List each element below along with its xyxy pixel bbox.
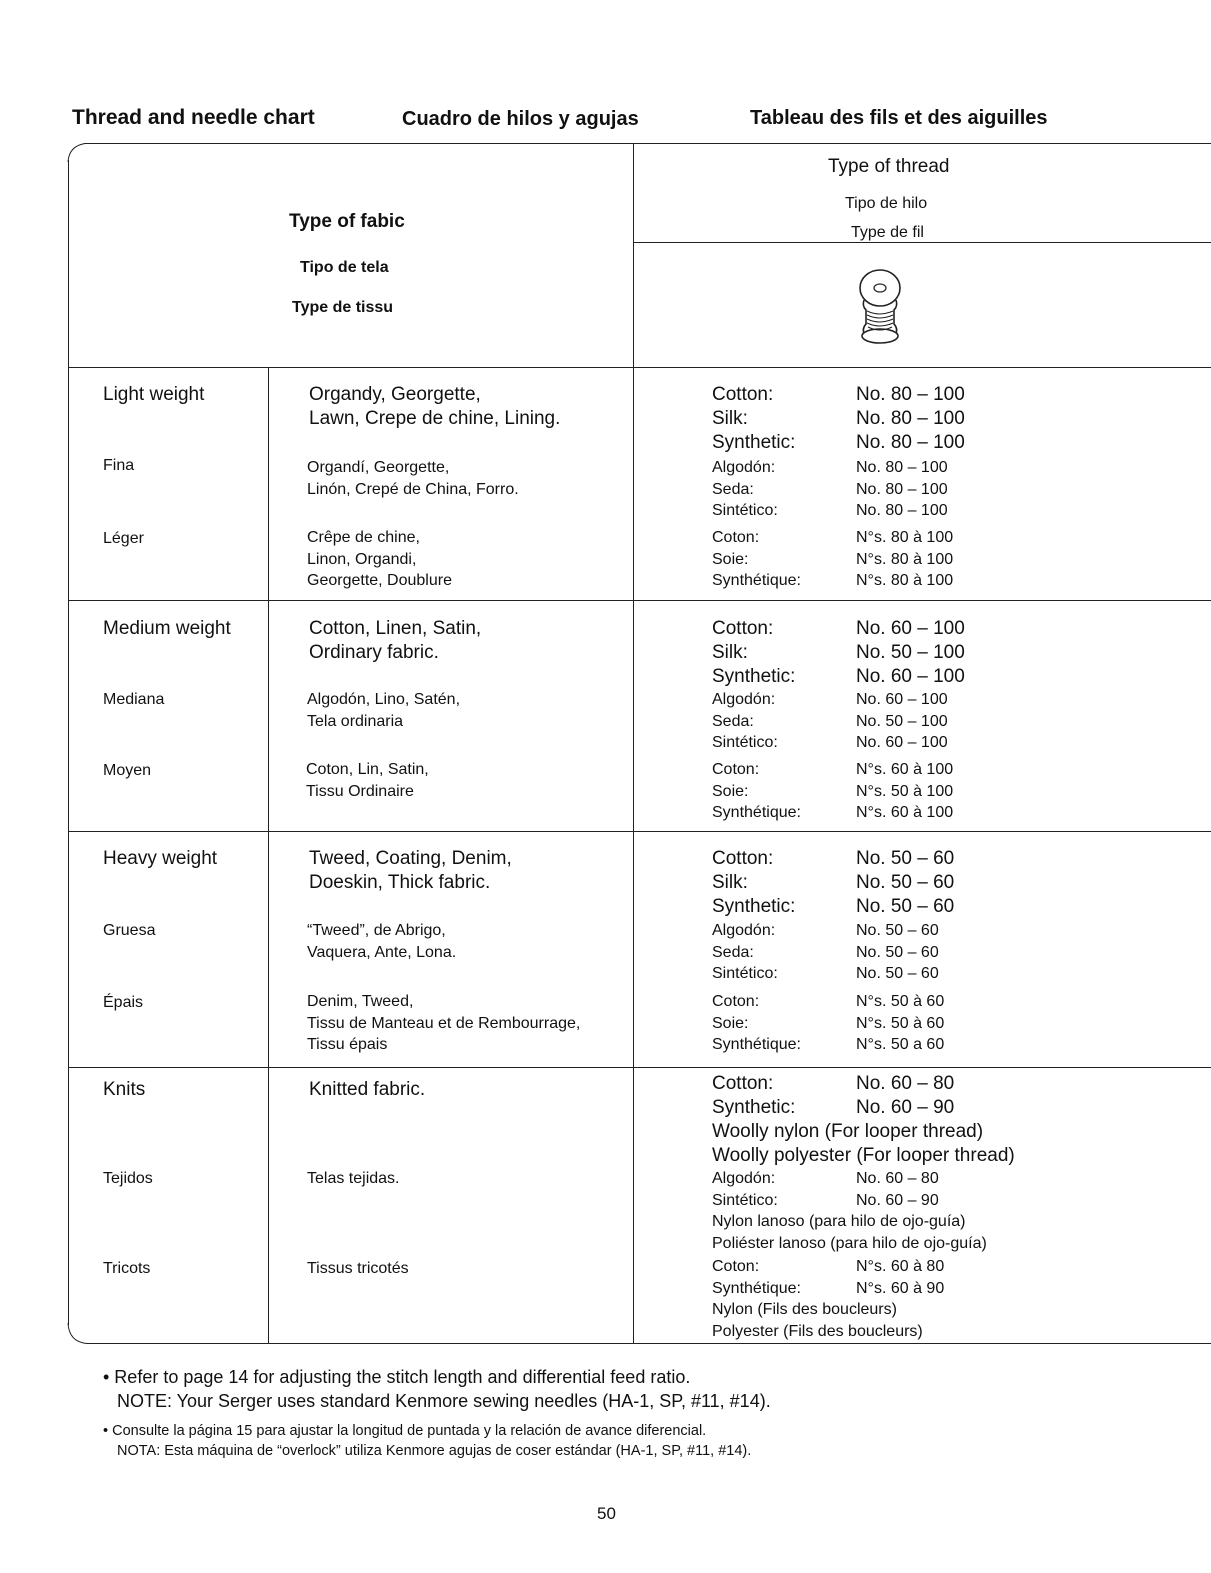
threads-es: Algodón: No. 60 – 80 Sintético: No. 60 – 90 Nylon lanoso (para hilo de ojo-guía) Poliéster lanoso (para hilo de ojo-guía) — [712, 1170, 987, 1252]
threads-fr: Coton: N°s. 80 à 100 Soie: N°s. 80 à 100 Synthétique: N°s. 80 à 100 — [712, 529, 954, 589]
fabric-header-en: Type of fabic — [289, 211, 405, 232]
weight-es: Fina — [103, 457, 135, 474]
threads-es: Algodón: No. 80 – 100 Seda: No. 80 – 100 Sintético: No. 80 – 100 — [712, 459, 948, 519]
weight-es: Mediana — [103, 691, 165, 708]
heading-french: Tableau des fils et des aiguilles — [750, 107, 1048, 129]
heading-english: Thread and needle chart — [72, 106, 315, 129]
top-left-corner — [66, 143, 86, 163]
fabrics-es: “Tweed”, de Abrigo, Vaquera, Ante, Lona. — [307, 922, 457, 961]
fabrics-fr: Tissus tricotés — [307, 1260, 409, 1277]
threads-es: Algodón: No. 60 – 100 Seda: No. 50 – 100 Sintético: No. 60 – 100 — [712, 691, 948, 751]
threads-fr: Coton: N°s. 50 à 60 Soie: N°s. 50 à 60 Synthétique: N°s. 50 a 60 — [712, 993, 945, 1053]
threads-en: Cotton: No. 50 – 60 Silk: No. 50 – 60 Synthetic: No. 50 – 60 — [712, 848, 955, 917]
weight-fr: Léger — [103, 530, 144, 547]
threads-en: Cotton: No. 60 – 100 Silk: No. 50 – 100 Synthetic: No. 60 – 100 — [712, 618, 965, 687]
threads-fr: Coton: N°s. 60 à 100 Soie: N°s. 50 à 100 Synthétique: N°s. 60 à 100 — [712, 761, 954, 821]
weight-en: Knits — [103, 1079, 146, 1100]
thread-header-fr: Type de fil — [851, 224, 924, 241]
weight-en: Heavy weight — [103, 848, 218, 869]
fabrics-fr: Denim, Tweed, Tissu de Manteau et de Rembourrage, Tissu épais — [307, 993, 581, 1053]
fabrics-en: Organdy, Georgette, Lawn, Crepe de chine, Lining. — [309, 384, 561, 429]
weight-es: Gruesa — [103, 922, 156, 939]
fabrics-en: Tweed, Coating, Denim, Doeskin, Thick fabric. — [309, 848, 512, 893]
weight-fr: Moyen — [103, 762, 152, 779]
weight-es: Tejidos — [103, 1170, 153, 1187]
note-es-needles: NOTA: Esta máquina de “overlock” utiliza Kenmore agujas de coser estándar (HA-1, SP, #11, #14). — [117, 1443, 752, 1459]
heading-spanish: Cuadro de hilos y agujas — [402, 108, 639, 130]
fabric-header-fr: Type de tissu — [292, 299, 394, 316]
thread-spool-icon — [854, 264, 906, 344]
note-en-needles: NOTE: Your Serger uses standard Kenmore sewing needles (HA-1, SP, #11, #14). — [117, 1391, 771, 1411]
threads-es: Algodón: No. 50 – 60 Seda: No. 50 – 60 Sintético: No. 50 – 60 — [712, 922, 939, 982]
threads-en: Cotton: No. 80 – 100 Silk: No. 80 – 100 Synthetic: No. 80 – 100 — [712, 384, 965, 453]
note-es-bullet: • Consulte la página 15 para ajustar la longitud de puntada y la relación de avance diferencial. — [103, 1423, 707, 1439]
fabrics-es: Organdí, Georgette, Linón, Crepé de China, Forro. — [307, 459, 519, 498]
thread-header-en: Type of thread — [828, 156, 950, 177]
threads-fr: Coton: N°s. 60 à 80 Synthétique: N°s. 60 à 90 Nylon (Fils des boucleurs) Polyester (Fils des boucleurs) — [712, 1258, 945, 1340]
threads-en: Cotton: No. 60 – 80 Synthetic: No. 60 – 90 Woolly nylon (For looper thread) Woolly polyester (For looper thread) — [712, 1073, 1015, 1166]
page-number: 50 — [597, 1504, 616, 1523]
fabrics-es: Algodón, Lino, Satén, Tela ordinaria — [307, 691, 461, 730]
fabrics-en: Knitted fabric. — [309, 1079, 426, 1100]
thread-header-es: Tipo de hilo — [845, 195, 928, 212]
weight-en: Light weight — [103, 384, 205, 405]
fabrics-fr: Crêpe de chine, Linon, Organdi, Georgette, Doublure — [307, 529, 452, 589]
fabrics-en: Cotton, Linen, Satin, Ordinary fabric. — [309, 618, 482, 663]
fabrics-fr: Coton, Lin, Satin, Tissu Ordinaire — [306, 761, 429, 800]
fabric-header-es: Tipo de tela — [300, 259, 389, 276]
weight-fr: Épais — [103, 994, 144, 1011]
bottom-left-corner — [66, 1323, 88, 1347]
fabrics-es: Telas tejidas. — [307, 1170, 400, 1187]
note-en-bullet: • Refer to page 14 for adjusting the stitch length and differential feed ratio. — [103, 1367, 691, 1387]
weight-en: Medium weight — [103, 618, 231, 639]
weight-fr: Tricots — [103, 1260, 151, 1277]
